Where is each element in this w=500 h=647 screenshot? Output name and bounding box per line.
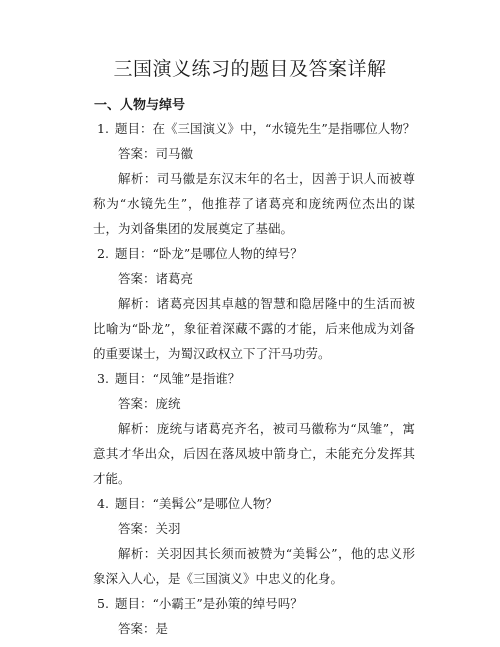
answer-text: 是 — [155, 621, 169, 636]
analysis-paragraph — [93, 291, 415, 366]
analysis-label: 解析： — [118, 296, 157, 311]
analysis-paragraph — [93, 416, 415, 491]
question-number: 5. — [97, 596, 109, 611]
analysis-paragraph — [93, 541, 415, 591]
answer-line — [0, 516, 500, 541]
question-text: “小霸王”是孙策的绰号吗？ — [152, 596, 303, 611]
analysis-label: 解析： — [118, 421, 157, 436]
analysis-text: 关羽因其长须而被赞为“美髯公”，他的忠义形象深入人心，是《三国演义》中忠义的化身。 — [93, 546, 415, 586]
question-item — [0, 491, 500, 516]
question-number: 2. — [97, 246, 109, 261]
question-label: 题目： — [115, 371, 153, 386]
answer-line — [0, 141, 500, 166]
analysis-label: 解析： — [118, 546, 157, 561]
question-number: 3. — [97, 371, 109, 386]
analysis-text: 诸葛亮因其卓越的智慧和隐居隆中的生活而被比喻为“卧龙”，象征着深藏不露的才能，后来他成为刘备的重要谋士，为蜀汉政权立下了汗马功劳。 — [93, 296, 415, 361]
analysis-paragraph — [93, 166, 415, 241]
analysis-text: 庞统与诸葛亮齐名，被司马徽称为“凤雏”，寓意其才华出众，后因在落凤坡中箭身亡，未能充分发挥其才能。 — [93, 421, 415, 486]
question-number: 1. — [97, 121, 109, 136]
question-label: 题目： — [115, 596, 153, 611]
section-heading: 一、人物与绰号 — [94, 98, 186, 113]
page-title: 三国演义练习的题目及答案详解 — [113, 58, 387, 80]
question-text: 在《三国演义》中，“水镜先生”是指哪位人物？ — [152, 121, 416, 136]
analysis-label: 解析： — [118, 171, 157, 186]
answer-text: 庞统 — [155, 396, 181, 411]
question-number: 4. — [97, 496, 109, 511]
answer-label: 答案： — [118, 396, 156, 411]
answer-line — [0, 391, 500, 416]
answer-line — [0, 266, 500, 291]
question-label: 题目： — [115, 246, 153, 261]
question-text: “美髯公”是哪位人物？ — [152, 496, 278, 511]
answer-label: 答案： — [118, 146, 156, 161]
question-item — [0, 591, 500, 616]
question-text: “凤雏”是指谁？ — [152, 371, 241, 386]
answer-label: 答案： — [118, 621, 156, 636]
question-label: 题目： — [115, 496, 153, 511]
question-item — [0, 241, 500, 266]
question-item — [0, 366, 500, 391]
answer-text: 关羽 — [155, 521, 181, 536]
question-list — [0, 116, 500, 641]
answer-label: 答案： — [118, 271, 156, 286]
answer-text: 司马徽 — [155, 146, 194, 161]
analysis-text: 司马徽是东汉末年的名士，因善于识人而被尊称为“水镜先生”，他推荐了诸葛亮和庞统两位杰出的谋士，为刘备集团的发展奠定了基础。 — [93, 171, 415, 236]
question-label: 题目： — [115, 121, 153, 136]
answer-label: 答案： — [118, 521, 156, 536]
answer-line — [0, 616, 500, 641]
answer-text: 诸葛亮 — [155, 271, 194, 286]
question-text: “卧龙”是哪位人物的绰号？ — [152, 246, 303, 261]
question-item — [0, 116, 500, 141]
